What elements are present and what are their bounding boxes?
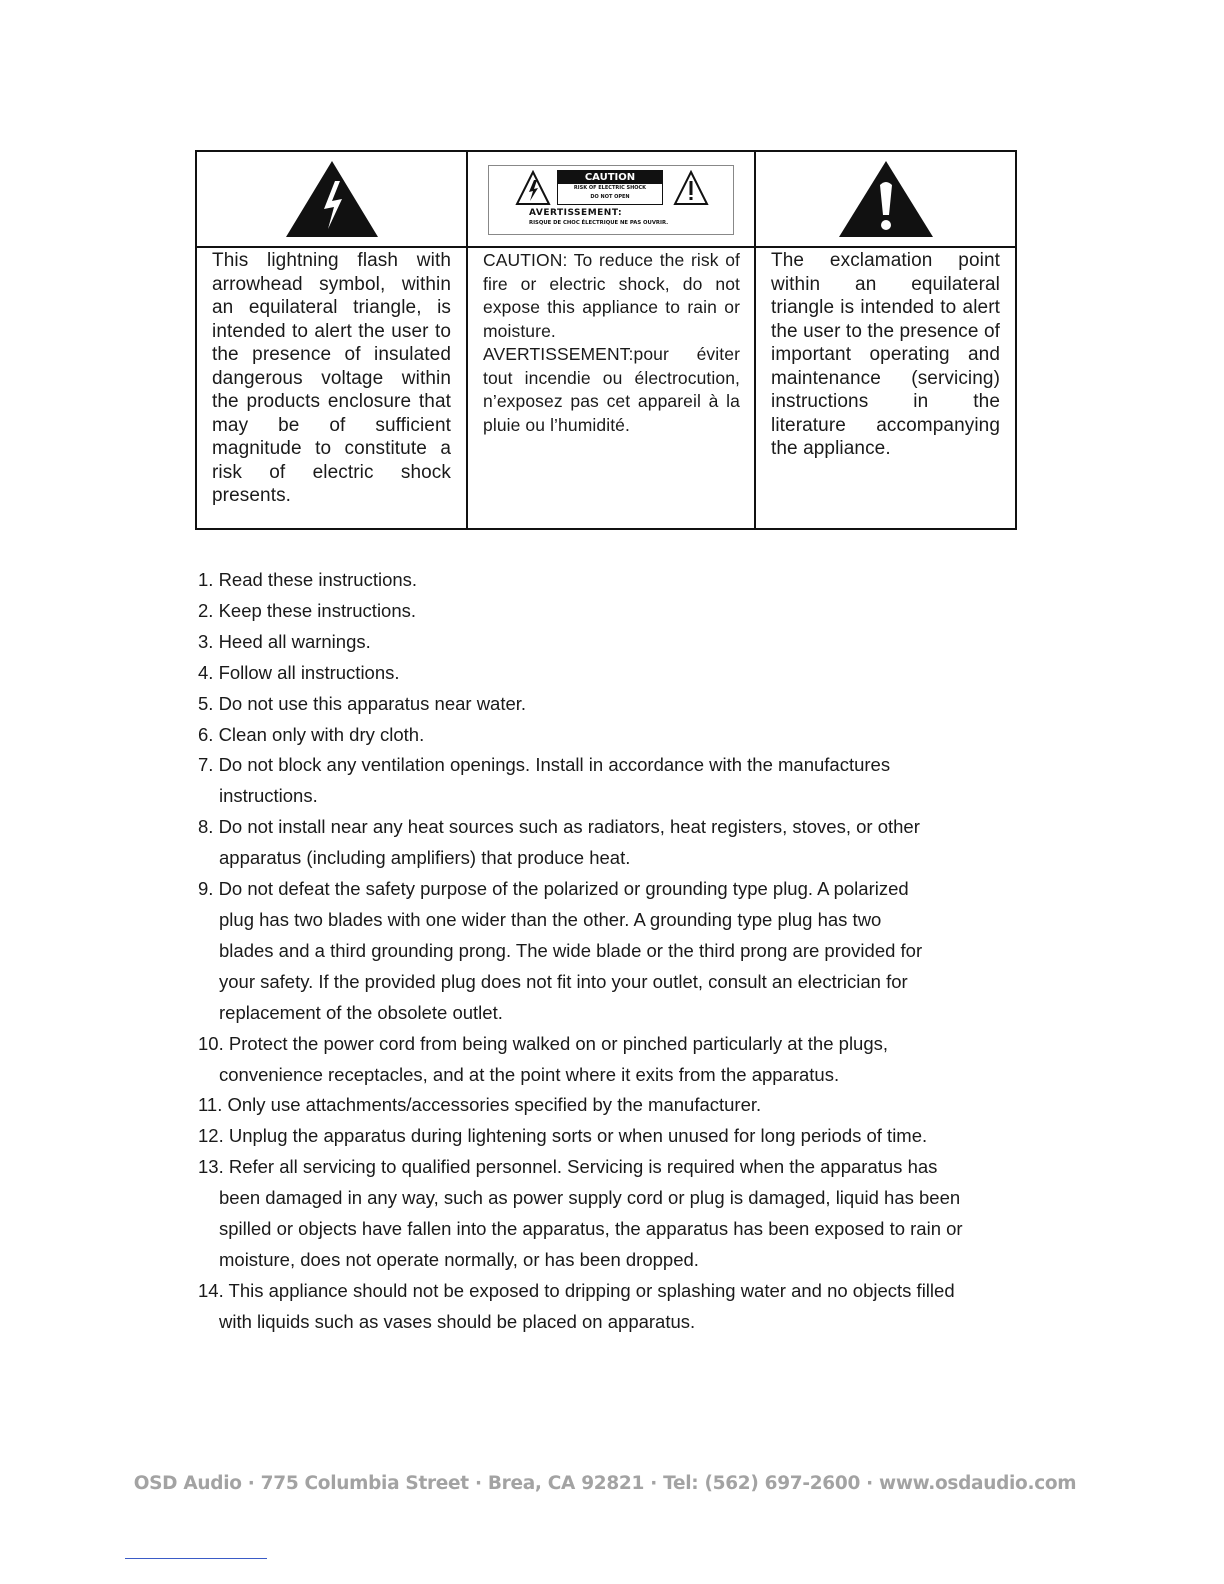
- instruction-item: 5. Do not use this apparatus near water.: [198, 692, 527, 714]
- caution-label-cell: [468, 152, 756, 248]
- caution-text-fr: AVERTISSEMENT:pour éviter tout incendie ou électrocution, n’exposez pas cet appareil à la pluie ou l’humidité.: [483, 344, 740, 435]
- instruction-continuation: blades and a third grounding prong. The wide blade or the third prong are provided for: [219, 939, 923, 961]
- instruction-item: 6. Clean only with dry cloth.: [198, 723, 425, 745]
- instruction-continuation: convenience receptacles, and at the point where it exits from the apparatus.: [219, 1063, 840, 1085]
- lightning-warning-icon: [515, 170, 551, 206]
- safety-instructions-list: [198, 565, 1028, 1338]
- exclamation-warning-icon: [673, 170, 709, 206]
- exclamation-description: The exclamation point within an equilateral triangle is intended to alert the user to the presence of important operating and maintenance (servicing) instructions in the literature accompanying the appliance.: [771, 250, 1000, 459]
- instruction-item: 3. Heed all warnings.: [198, 630, 371, 652]
- caution-description: [468, 248, 754, 437]
- lightning-description-cell: [197, 248, 468, 528]
- lightning-symbol-cell: [197, 152, 468, 248]
- instruction-item: 2. Keep these instructions.: [198, 599, 417, 621]
- caution-header: CAUTION: [558, 171, 662, 184]
- instruction-item: 11. Only use attachments/accessories specified by the manufacturer.: [198, 1094, 762, 1116]
- caution-description-cell: [468, 248, 756, 528]
- instruction-continuation: with liquids such as vases should be placed on apparatus.: [219, 1310, 696, 1332]
- avertissement-title: AVERTISSEMENT:: [529, 208, 623, 218]
- instruction-item: 4. Follow all instructions.: [198, 661, 400, 683]
- instruction-continuation: instructions.: [219, 785, 318, 807]
- instruction-continuation: moisture, does not operate normally, or has been dropped.: [219, 1248, 699, 1270]
- exclamation-symbol-cell: [756, 152, 1015, 248]
- instruction-item: 1. Read these instructions.: [198, 569, 418, 590]
- instruction-continuation: replacement of the obsolete outlet.: [219, 1001, 503, 1023]
- instruction-item: 7. Do not block any ventilation openings. Install in accordance with the manufactures: [198, 754, 891, 776]
- lightning-description: This lightning flash with arrowhead symbol, within an equilateral triangle, is intended to alert the user to the presence of insulated dangerous voltage within the products enclosure that may be of sufficient magnitude to constitute a risk of electric shock presents.: [212, 250, 451, 506]
- instruction-continuation: plug has two blades with one wider than the other. A grounding type plug has two: [219, 908, 882, 930]
- avertissement-subtitle: RISQUE DE CHOC ÉLECTRIQUE NE PAS OUVRIR.: [529, 220, 669, 226]
- instruction-item: 10. Protect the power cord from being walked on or pinched particularly at the plugs,: [198, 1032, 889, 1054]
- instruction-continuation: apparatus (including amplifiers) that produce heat.: [219, 847, 631, 869]
- instruction-item: 14. This appliance should not be exposed to dripping or splashing water and no objects filled: [198, 1279, 955, 1301]
- instruction-item: 9. Do not defeat the safety purpose of the polarized or grounding type plug. A polarized: [198, 878, 909, 900]
- instruction-item: 12. Unplug the apparatus during lightening sorts or when unused for long periods of time.: [198, 1125, 928, 1147]
- caution-panel: [557, 170, 663, 205]
- footer-contact: OSD Audio · 775 Columbia Street · Brea, CA 92821 · Tel: (562) 697-2600 · www.osdaudio.com: [133, 1473, 1077, 1494]
- instruction-continuation: spilled or objects have fallen into the apparatus, the apparatus has been exposed to rain or: [219, 1218, 963, 1240]
- lightning-triangle-icon: [284, 159, 380, 239]
- caution-text-en: CAUTION: To reduce the risk of fire or electric shock, do not expose this appliance to rain or moisture.: [483, 250, 740, 341]
- footnote-divider: [125, 1558, 267, 1559]
- instruction-item: 8. Do not install near any heat sources such as radiators, heat registers, stoves, or other: [198, 816, 920, 838]
- caution-label: [488, 165, 734, 235]
- caution-line-1: RISK OF ELECTRIC SHOCK: [573, 185, 647, 191]
- instruction-item: 13. Refer all servicing to qualified personnel. Servicing is required when the apparatus has: [198, 1156, 938, 1178]
- exclamation-description-cell: [756, 248, 1015, 528]
- exclamation-triangle-icon: [837, 159, 935, 239]
- safety-symbols-table: [195, 150, 1017, 530]
- instruction-continuation: your safety. If the provided plug does not fit into your outlet, consult an electrician for: [219, 970, 908, 992]
- caution-line-2: DO NOT OPEN: [590, 194, 630, 200]
- instruction-continuation: been damaged in any way, such as power supply cord or plug is damaged, liquid has been: [219, 1187, 961, 1209]
